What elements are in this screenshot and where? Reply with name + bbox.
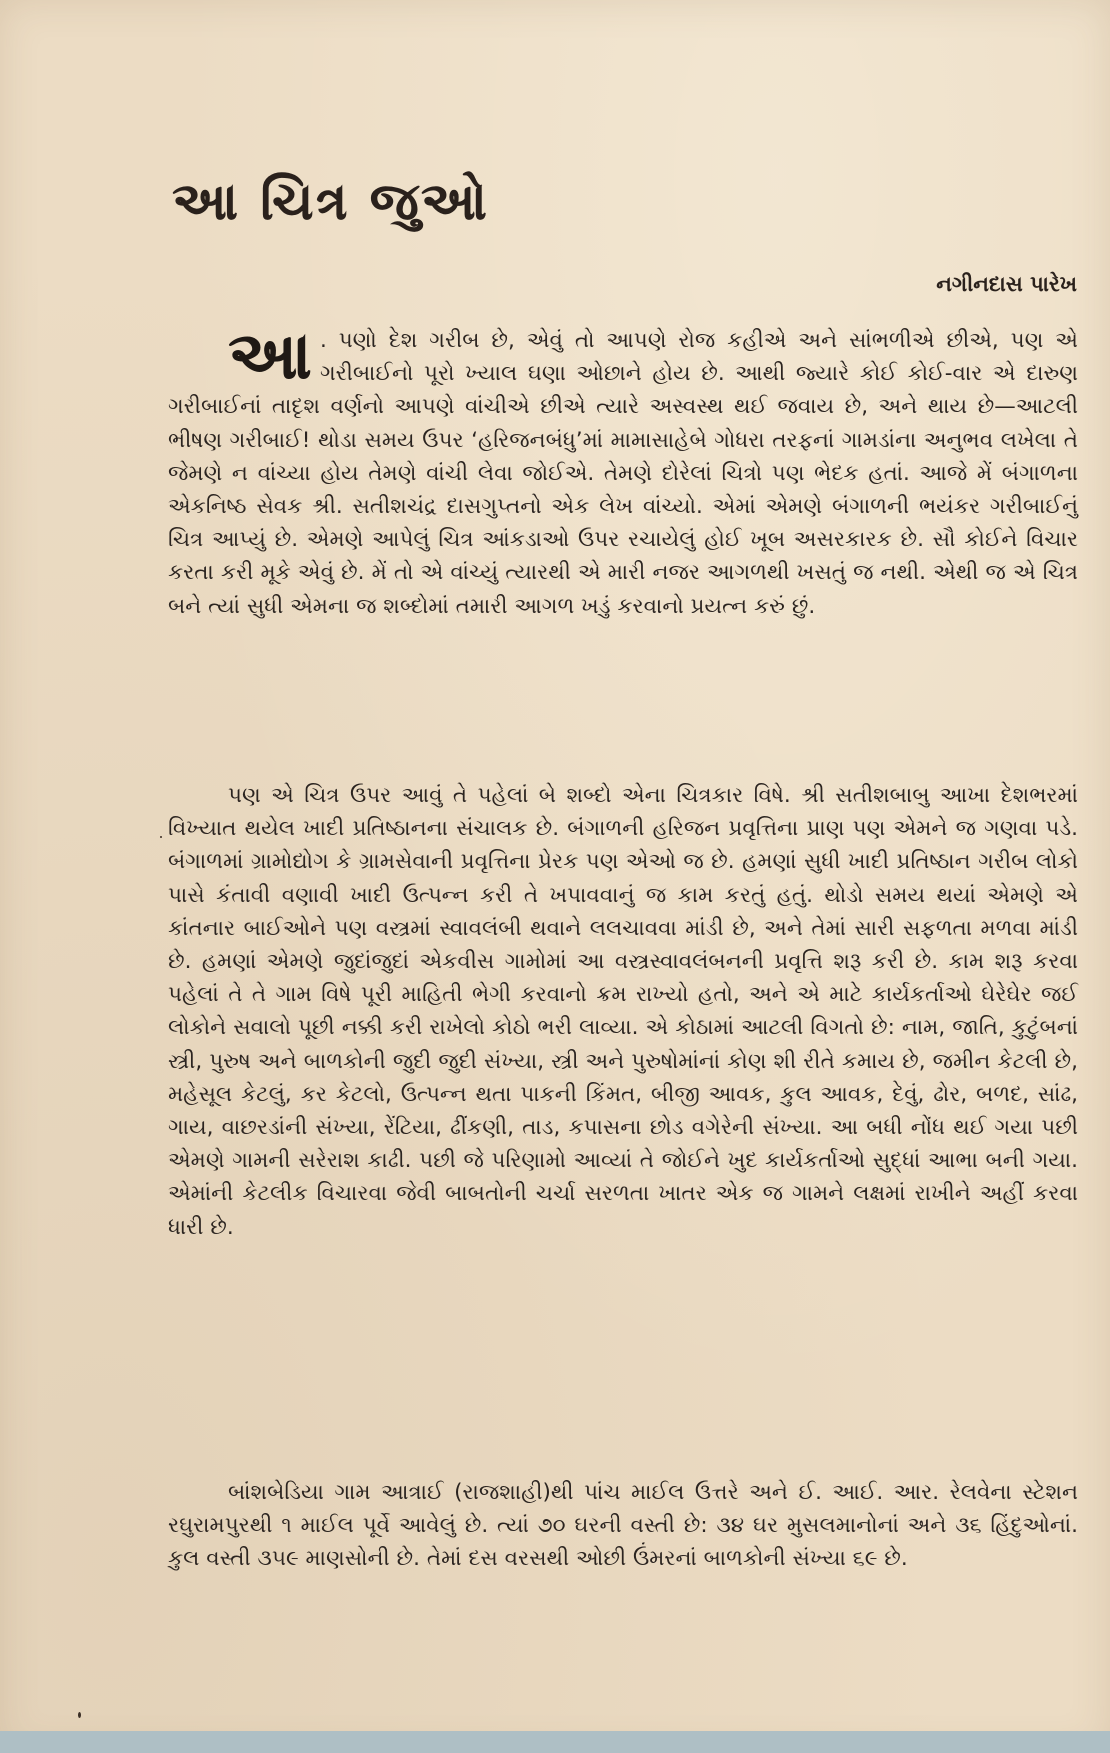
paragraph-2: પણ એ ચિત્ર ઉપર આવું તે પહેલાં બે શબ્દો એના ચિત્રકાર વિષે. શ્રી સતીશબાબુ આખા દેશભરમાં વિખ્યાત થયેલ ખાદી પ્રતિષ્ઠાનના સંચાલક છે. બંગાળની હરિજન પ્રવૃત્તિના પ્રાણ પણ એમને જ ગણવા પડે. બંગાળમાં ગ્રામોદ્યોગ કે ગ્રામસેવાની પ્રવૃત્તિના પ્રેરક પણ એઓ જ છે. હમણાં સુધી ખાદી પ્રતિષ્ઠાન ગરીબ લોકો પાસે કંતાવી વણાવી ખાદી ઉત્પન્ન કરી તે ખપાવવાનું જ કામ કરતું હતું. થોડો સમય થયાં એમણે એ કાંતનાર બાઈઓને પણ વસ્ત્રમાં સ્વાવલંબી થવાને લલચાવવા માંડી છે, અને તેમાં સારી સફળતા મળવા માંડી છે. હમણાં એમણે જુદાંજુદાં એકવીસ ગામોમાં આ વસ્ત્રસ્વાવલંબનની પ્રવૃત્તિ શરૂ કરી છે. કામ શરૂ કરવા પહેલાં તે તે ગામ વિષે પૂરી માહિતી ભેગી કરવાનો ક્રમ રાખ્યો હતો, અને એ માટે કાર્યકર્તાઓ ઘેરેઘેર જઈ લોકોને સવાલો પૂછી નક્કી કરી રાખેલો કોઠો ભરી લાવ્યા. એ કોઠામાં આટલી વિગતો છે: નામ, જાતિ, કુટુંબનાં સ્ત્રી, પુરુષ અને બાળકોની જુદી જુદી સંખ્યા, સ્ત્રી અને પુરુષોમાંનાં કોણ શી રીતે કમાય છે, જમીન કેટલી છે, મહેસૂલ કેટલું, કર કેટલો, ઉત્પન્ન થતા પાકની કિંમત, બીજી આવક, કુલ આવક, દેવું, ઢોર, બળદ, સાંઢ, ગાય, વાછરડાંની સંખ્યા, રેંટિયા, ઢીંકણી, તાડ, કપાસના છોડ વગેરેની સંખ્યા. આ બધી નોંધ થઈ ગયા પછી એમણે ગામની સરેરાશ કાઢી. પછી જે પરિણામો આવ્યાં તે જોઈને ખુદ કાર્યકર્તાઓ સુદ્ધાં આભા બની ગયા. એમાંની કેટલીક વિચારવા જેવી બાબતોની ચર્ચા સરળતા ખાતર એક જ ગામને લક્ષમાં રાખીને અહીં કરવા ધારી છે. <box>168 783 1078 1240</box>
paper-speck <box>160 836 162 838</box>
article-title: આ ચિત્ર જુઓ <box>172 172 490 232</box>
scan-border <box>0 1731 1110 1753</box>
paper-speck <box>78 1712 81 1718</box>
paragraph-1 <box>168 317 1078 623</box>
drop-cap: આ <box>228 317 312 394</box>
paragraph-3: બાંશબેડિયા ગામ આત્રાઈ (રાજશાહી)થી પાંચ માઈલ ઉત્તરે અને ઈ. આઈ. આર. રેલવેના સ્ટેશન રઘુરામપુરથી ૧ માઈલ પૂર્વે આવેલું છે. ત્યાં ૭૦ ઘરની વસ્તી છે: ૩૪ ઘર મુસલમાનોનાં અને ૩૬ હિંદુઓનાં. કુલ વસ્તી ૩૫૯ માણસોની છે. તેમાં દસ વરસથી ઓછી ઉંમરનાં બાળકોની સંખ્યા ૬૯ છે. <box>168 1480 1078 1572</box>
article-author: નગીનદાસ પારેખ <box>936 272 1077 296</box>
paragraph-1-text: . પણો દેશ ગરીબ છે, એવું તો આપણે રોજ કહીએ અને સાંભળીએ છીએ, પણ એ ગરીબાઈનો પૂરો ખ્યાલ ઘણા ઓછાને હોય છે. આથી જ્યારે કોઈ કોઈ-વાર એ દારુણ ગરીબાઈનાં તાદૃશ વર્ણનો આપણે વાંચીએ છીએ ત્યારે અસ્વસ્થ થઈ જવાય છે, અને થાય છે—આટલી ભીષણ ગરીબાઈ! થોડા સમય ઉપર ‘હરિજનબંધુ’માં મામાસાહેબે ગોધરા તરફનાં ગામડાંના અનુભવ લખેલા તે જેમણે ન વાંચ્યા હોય તેમણે વાંચી લેવા જોઈએ. તેમણે દોરેલાં ચિત્રો પણ ભેદક હતાં. આજે મેં બંગાળના એકનિષ્ઠ સેવક શ્રી. સતીશચંદ્ર દાસગુપ્તનો એક લેખ વાંચ્યો. એમાં એમણે બંગાળની ભયંકર ગરીબાઈનું ચિત્ર આપ્યું છે. એમણે આપેલું ચિત્ર આંકડાઓ ઉપર રચાયેલું હોઈ ખૂબ અસરકારક છે. સૌ કોઈને વિચાર કરતા કરી મૂકે એવું છે. મેં તો એ વાંચ્યું ત્યારથી એ મારી નજર આગળથી ખસતું જ નથી. એથી જ એ ચિત્ર બને ત્યાં સુધી એમના જ શબ્દોમાં તમારી આગળ ખડું કરવાનો પ્રયત્ન કરું છું. <box>168 328 1078 619</box>
